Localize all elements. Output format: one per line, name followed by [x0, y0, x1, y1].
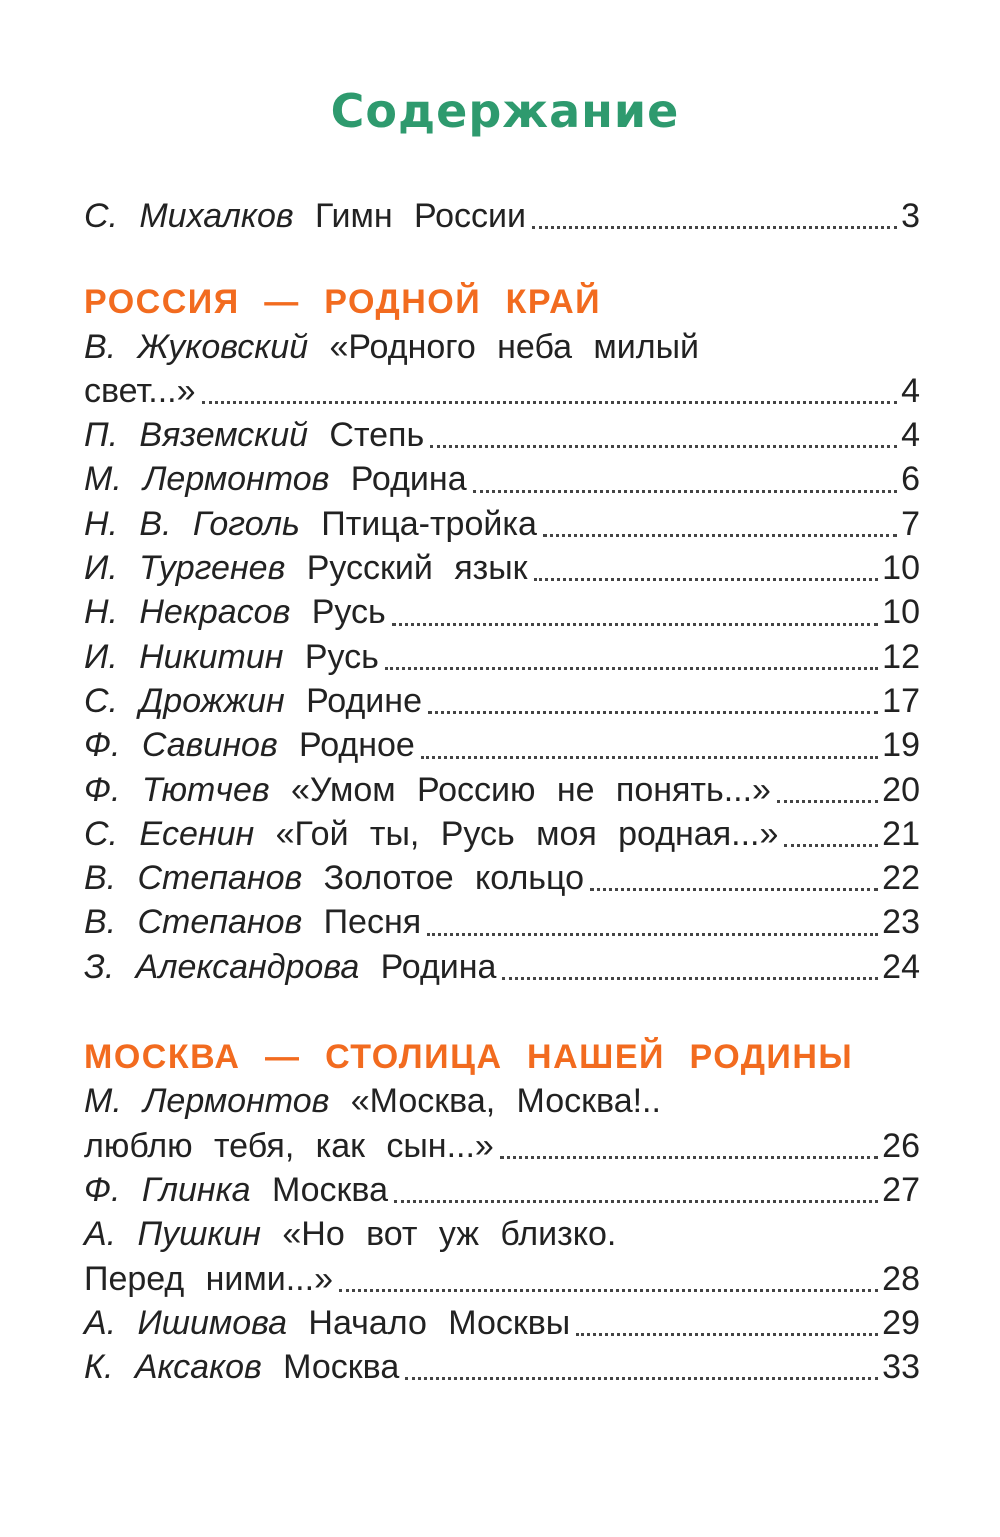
entry-text	[84, 856, 584, 900]
entry-title-continuation: люблю тебя, как сын...»	[84, 1126, 494, 1165]
entry-title: Русский язык	[306, 549, 528, 588]
entry-text	[84, 1301, 570, 1345]
toc-entry-continuation	[84, 1257, 920, 1301]
entry-page-number: 24	[882, 947, 920, 986]
entry-title: «Но вот уж близко.	[282, 1215, 617, 1254]
toc-entry[interactable]	[84, 679, 920, 723]
entry-title: «Гой ты, Русь моя родная...»	[275, 814, 779, 853]
toc-entry[interactable]	[84, 325, 920, 369]
entry-title: «Родного неба милый	[329, 327, 700, 366]
entry-author: Ф. Тютчев	[84, 770, 270, 809]
entry-author: Н. Некрасов	[84, 593, 291, 632]
entry-title: «Умом Россию не понять...»	[290, 770, 771, 809]
entry-text	[84, 457, 467, 501]
entry-text	[84, 723, 415, 767]
toc-entry[interactable]	[84, 413, 920, 457]
entry-author: А. Ишимова	[84, 1303, 288, 1342]
toc-entry[interactable]	[84, 1079, 920, 1123]
dot-leader	[777, 800, 878, 803]
toc-entry[interactable]	[84, 635, 920, 679]
entry-text	[84, 1345, 399, 1389]
toc-entry[interactable]	[84, 900, 920, 944]
toc-entry-continuation	[84, 369, 920, 413]
entry-author: П. Вяземский	[84, 416, 309, 455]
entry-author: В. Степанов	[84, 903, 303, 942]
entry-page-number: 12	[882, 637, 920, 676]
entry-title: Москва	[271, 1170, 389, 1209]
entry-text	[84, 900, 421, 944]
entry-author: М. Лермонтов	[84, 460, 330, 499]
toc-entry[interactable]	[84, 546, 920, 590]
entry-author: С. Есенин	[84, 814, 255, 853]
entry-author: И. Никитин	[84, 637, 284, 676]
entry-text	[84, 945, 496, 989]
entry-author: З. Александрова	[84, 947, 360, 986]
dot-leader	[534, 578, 879, 581]
entry-page-number: 6	[901, 460, 920, 499]
entry-author: И. Тургенев	[84, 549, 286, 588]
entry-text	[84, 1212, 616, 1256]
dot-leader	[473, 490, 897, 493]
entry-title: «Москва, Москва!..	[350, 1082, 661, 1121]
entry-author: В. Степанов	[84, 859, 303, 898]
entry-author: Ф. Глинка	[84, 1170, 251, 1209]
toc-entry[interactable]	[84, 1301, 920, 1345]
dot-leader	[428, 711, 878, 714]
entry-text	[84, 768, 771, 812]
section-gap	[84, 238, 920, 280]
dot-leader	[784, 844, 878, 847]
entry-title: Русь	[311, 593, 386, 632]
entry-title-continuation: свет...»	[84, 371, 196, 410]
entry-text	[84, 194, 526, 238]
entry-title: Золотое кольцо	[323, 859, 585, 898]
entry-text	[84, 635, 379, 679]
page-title: Содержание	[330, 84, 680, 138]
dot-leader	[405, 1377, 878, 1380]
toc-entry[interactable]	[84, 856, 920, 900]
entry-page-number: 4	[901, 371, 920, 410]
section-gap	[84, 989, 920, 1035]
toc-entry[interactable]	[84, 768, 920, 812]
entry-text	[84, 590, 386, 634]
entry-text	[84, 679, 422, 723]
entry-page-number: 7	[901, 504, 920, 543]
entry-page-number: 19	[882, 726, 920, 765]
toc-entry-continuation	[84, 1124, 920, 1168]
dot-leader	[590, 888, 878, 891]
entry-page-number: 10	[882, 549, 920, 588]
entry-title: Песня	[323, 903, 422, 942]
toc-entry[interactable]	[84, 723, 920, 767]
dot-leader	[394, 1200, 878, 1203]
entry-author: В. Жуковский	[84, 327, 309, 366]
entry-author: С. Михалков	[84, 197, 294, 235]
dot-leader	[339, 1289, 878, 1292]
toc-entry[interactable]	[84, 502, 920, 546]
entry-page-number: 21	[882, 814, 920, 853]
entry-title: Родное	[299, 726, 415, 765]
toc-entry[interactable]	[84, 812, 920, 856]
dot-leader	[532, 226, 897, 229]
entry-page-number: 22	[882, 859, 920, 898]
entry-title: Москва	[283, 1348, 400, 1387]
table-of-contents	[84, 194, 920, 1389]
dot-leader	[576, 1333, 878, 1336]
dot-leader	[385, 667, 878, 670]
entry-author: А. Пушкин	[84, 1215, 262, 1254]
entry-title: Птица-тройка	[321, 504, 537, 543]
section-heading: МОСКВА — СТОЛИЦА НАШЕЙ РОДИНЫ	[84, 1038, 854, 1077]
entry-page-number: 10	[882, 593, 920, 632]
dot-leader	[543, 534, 897, 537]
entry-title: Родине	[306, 681, 422, 720]
entry-page-number: 20	[882, 770, 920, 809]
dot-leader	[430, 445, 897, 448]
entry-author: С. Дрожжин	[84, 681, 285, 720]
entry-author: Н. В. Гоголь	[84, 504, 300, 543]
entry-title-continuation: Перед ними...»	[84, 1259, 333, 1298]
entry-text	[84, 502, 537, 546]
entry-title: Родина	[380, 947, 497, 986]
toc-entry[interactable]	[84, 1212, 920, 1256]
dot-leader	[202, 401, 898, 404]
entry-page-number: 29	[882, 1303, 920, 1342]
entry-text	[84, 325, 699, 369]
entry-text	[84, 1168, 388, 1212]
section-heading: РОССИЯ — РОДНОЙ КРАЙ	[84, 283, 602, 322]
entry-title: Степь	[329, 416, 425, 455]
entry-page-number: 4	[901, 416, 920, 455]
entry-title: Русь	[304, 637, 379, 676]
entry-title: Родина	[350, 460, 467, 499]
dot-leader	[421, 756, 878, 759]
entry-text	[84, 413, 424, 457]
toc-entry[interactable]	[84, 590, 920, 634]
entry-page-number: 27	[882, 1170, 920, 1209]
toc-entry[interactable]	[84, 1168, 920, 1212]
entry-page-number: 28	[882, 1259, 920, 1298]
toc-entry[interactable]	[84, 194, 920, 238]
entry-text	[84, 546, 528, 590]
toc-entry[interactable]	[84, 945, 920, 989]
dot-leader	[427, 933, 878, 936]
entry-page-number: 17	[882, 681, 920, 720]
toc-entry[interactable]	[84, 457, 920, 501]
entry-text	[84, 812, 778, 856]
entry-title: Гимн России	[314, 197, 527, 235]
entry-page-number: 23	[882, 903, 920, 942]
entry-text	[84, 1079, 661, 1123]
dot-leader	[502, 977, 878, 980]
entry-author: К. Аксаков	[84, 1348, 262, 1387]
entry-page-number: 26	[882, 1126, 920, 1165]
dot-leader	[392, 623, 878, 626]
entry-title: Начало Москвы	[308, 1303, 571, 1342]
dot-leader	[500, 1156, 878, 1159]
entry-page-number: 3	[901, 197, 920, 235]
toc-entry[interactable]	[84, 1345, 920, 1389]
entry-author: Ф. Савинов	[84, 726, 278, 765]
entry-page-number: 33	[882, 1348, 920, 1387]
entry-author: М. Лермонтов	[84, 1082, 330, 1121]
